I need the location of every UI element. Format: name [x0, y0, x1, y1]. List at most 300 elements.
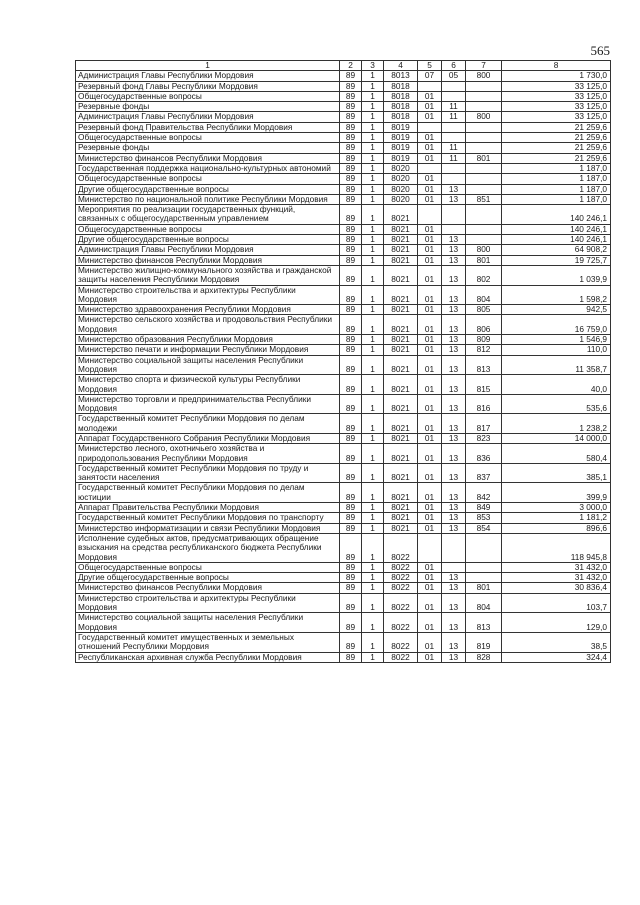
cell-col6: 13 — [442, 573, 466, 583]
column-header: 3 — [362, 61, 384, 71]
cell-col6 — [442, 205, 466, 225]
cell-col5: 01 — [418, 394, 442, 414]
cell-col2: 89 — [340, 122, 362, 132]
cell-col5: 01 — [418, 174, 442, 184]
cell-col5 — [418, 163, 442, 173]
cell-col5: 01 — [418, 153, 442, 163]
cell-col6: 11 — [442, 112, 466, 122]
table-row — [76, 153, 611, 163]
table-row — [76, 255, 611, 265]
cell-col7: 801 — [466, 153, 502, 163]
column-header: 1 — [76, 61, 340, 71]
cell-col4: 8019 — [384, 133, 418, 143]
cell-col6: 13 — [442, 194, 466, 204]
column-header: 5 — [418, 61, 442, 71]
cell-col3: 1 — [362, 224, 384, 234]
cell-col5: 01 — [418, 632, 442, 652]
cell-col4: 8021 — [384, 205, 418, 225]
amount-cell: 31 432,0 — [502, 573, 611, 583]
cell-col7: 806 — [466, 315, 502, 335]
cell-col7: 816 — [466, 394, 502, 414]
row-name: Государственный комитет Республики Мордовия по делам юстиции — [76, 483, 340, 503]
cell-col6: 13 — [442, 335, 466, 345]
row-name: Министерство социальной защиты населения Республики Мордовия — [76, 355, 340, 375]
cell-col6: 13 — [442, 375, 466, 395]
cell-col4: 8021 — [384, 345, 418, 355]
cell-col3: 1 — [362, 335, 384, 345]
cell-col5: 01 — [418, 315, 442, 335]
amount-cell: 1 039,9 — [502, 265, 611, 285]
row-name: Резервные фонды — [76, 143, 340, 153]
cell-col2: 89 — [340, 394, 362, 414]
cell-col2: 89 — [340, 632, 362, 652]
cell-col6: 13 — [442, 593, 466, 613]
table-row — [76, 224, 611, 234]
cell-col3: 1 — [362, 184, 384, 194]
amount-cell: 1 187,0 — [502, 194, 611, 204]
table-row — [76, 315, 611, 335]
cell-col5: 01 — [418, 433, 442, 443]
cell-col7: 801 — [466, 255, 502, 265]
cell-col6: 13 — [442, 315, 466, 335]
cell-col3: 1 — [362, 573, 384, 583]
amount-cell: 11 358,7 — [502, 355, 611, 375]
table-row — [76, 573, 611, 583]
cell-col5: 01 — [418, 523, 442, 533]
amount-cell: 1 238,2 — [502, 414, 611, 434]
cell-col2: 89 — [340, 81, 362, 91]
cell-col7: 800 — [466, 245, 502, 255]
cell-col6 — [442, 533, 466, 562]
amount-cell: 33 125,0 — [502, 91, 611, 101]
row-name: Другие общегосударственные вопросы — [76, 184, 340, 194]
amount-cell: 385,1 — [502, 463, 611, 483]
cell-col7: 817 — [466, 414, 502, 434]
cell-col5 — [418, 533, 442, 562]
cell-col3: 1 — [362, 632, 384, 652]
cell-col6 — [442, 91, 466, 101]
row-name: Министерство жилищно-коммунального хозяйства и гражданской защиты населения Республики Мордовия — [76, 265, 340, 285]
cell-col6: 13 — [442, 463, 466, 483]
row-name: Министерство строительства и архитектуры Республики Мордовия — [76, 593, 340, 613]
cell-col6: 13 — [442, 245, 466, 255]
cell-col5: 01 — [418, 414, 442, 434]
cell-col2: 89 — [340, 613, 362, 633]
table-body — [76, 71, 611, 663]
table-row — [76, 143, 611, 153]
cell-col2: 89 — [340, 163, 362, 173]
cell-col5: 01 — [418, 375, 442, 395]
cell-col7 — [466, 133, 502, 143]
cell-col7 — [466, 122, 502, 132]
amount-cell: 33 125,0 — [502, 112, 611, 122]
cell-col4: 8021 — [384, 523, 418, 533]
cell-col2: 89 — [340, 573, 362, 583]
cell-col2: 89 — [340, 71, 362, 81]
cell-col6: 13 — [442, 355, 466, 375]
row-name: Республиканская архивная служба Республики Мордовия — [76, 652, 340, 662]
amount-cell: 40,0 — [502, 375, 611, 395]
cell-col5: 01 — [418, 562, 442, 572]
table-row — [76, 394, 611, 414]
amount-cell: 1 187,0 — [502, 174, 611, 184]
cell-col2: 89 — [340, 414, 362, 434]
cell-col3: 1 — [362, 433, 384, 443]
amount-cell: 1 181,2 — [502, 513, 611, 523]
cell-col4: 8021 — [384, 235, 418, 245]
cell-col2: 89 — [340, 433, 362, 443]
table-row — [76, 81, 611, 91]
cell-col5: 01 — [418, 91, 442, 101]
cell-col5: 01 — [418, 613, 442, 633]
cell-col5: 01 — [418, 305, 442, 315]
cell-col2: 89 — [340, 285, 362, 305]
table-row — [76, 632, 611, 652]
cell-col4: 8020 — [384, 174, 418, 184]
amount-cell: 399,9 — [502, 483, 611, 503]
cell-col4: 8022 — [384, 533, 418, 562]
cell-col7: 815 — [466, 375, 502, 395]
cell-col3: 1 — [362, 245, 384, 255]
budget-table — [75, 60, 611, 663]
row-name: Общегосударственные вопросы — [76, 91, 340, 101]
cell-col2: 89 — [340, 463, 362, 483]
cell-col5: 01 — [418, 184, 442, 194]
table-row — [76, 463, 611, 483]
cell-col2: 89 — [340, 483, 362, 503]
cell-col4: 8019 — [384, 153, 418, 163]
cell-col3: 1 — [362, 355, 384, 375]
row-name: Исполнение судебных актов, предусматривающих обращение взыскания на средства республиканского бюджета Республики Мордовия — [76, 533, 340, 562]
cell-col7 — [466, 174, 502, 184]
cell-col6: 13 — [442, 523, 466, 533]
cell-col4: 8021 — [384, 315, 418, 335]
cell-col2: 89 — [340, 153, 362, 163]
cell-col3: 1 — [362, 285, 384, 305]
table-row — [76, 174, 611, 184]
cell-col5: 01 — [418, 652, 442, 662]
cell-col7: 813 — [466, 613, 502, 633]
table-row — [76, 593, 611, 613]
table-row — [76, 533, 611, 562]
cell-col2: 89 — [340, 583, 362, 593]
row-name: Администрация Главы Республики Мордовия — [76, 112, 340, 122]
cell-col6: 13 — [442, 433, 466, 443]
amount-cell: 535,6 — [502, 394, 611, 414]
table-row — [76, 345, 611, 355]
amount-cell: 21 259,6 — [502, 143, 611, 153]
row-name: Резервные фонды — [76, 102, 340, 112]
cell-col7: 823 — [466, 433, 502, 443]
cell-col3: 1 — [362, 102, 384, 112]
cell-col5: 01 — [418, 345, 442, 355]
cell-col6 — [442, 122, 466, 132]
cell-col3: 1 — [362, 174, 384, 184]
row-name: Министерство образования Республики Мордовия — [76, 335, 340, 345]
row-name: Общегосударственные вопросы — [76, 224, 340, 234]
cell-col2: 89 — [340, 444, 362, 464]
amount-cell: 21 259,6 — [502, 133, 611, 143]
cell-col6: 13 — [442, 235, 466, 245]
cell-col6: 13 — [442, 583, 466, 593]
cell-col6: 13 — [442, 184, 466, 194]
cell-col4: 8021 — [384, 483, 418, 503]
cell-col3: 1 — [362, 583, 384, 593]
cell-col3: 1 — [362, 143, 384, 153]
amount-cell: 324,4 — [502, 652, 611, 662]
cell-col2: 89 — [340, 335, 362, 345]
cell-col3: 1 — [362, 375, 384, 395]
row-name: Министерство финансов Республики Мордовия — [76, 153, 340, 163]
cell-col7: 842 — [466, 483, 502, 503]
cell-col3: 1 — [362, 71, 384, 81]
row-name: Министерство сельского хозяйства и продовольствия Республики Мордовия — [76, 315, 340, 335]
cell-col6: 13 — [442, 394, 466, 414]
cell-col3: 1 — [362, 81, 384, 91]
cell-col6: 13 — [442, 285, 466, 305]
row-name: Государственная поддержка национально-культурных автономий — [76, 163, 340, 173]
row-name: Государственный комитет имущественных и земельных отношений Республики Мордовия — [76, 632, 340, 652]
cell-col2: 89 — [340, 503, 362, 513]
table-row — [76, 285, 611, 305]
column-header: 6 — [442, 61, 466, 71]
cell-col7: 849 — [466, 503, 502, 513]
cell-col3: 1 — [362, 122, 384, 132]
cell-col4: 8021 — [384, 444, 418, 464]
cell-col2: 89 — [340, 143, 362, 153]
amount-cell: 38,5 — [502, 632, 611, 652]
row-name: Администрация Главы Республики Мордовия — [76, 245, 340, 255]
cell-col4: 8018 — [384, 112, 418, 122]
amount-cell: 140 246,1 — [502, 235, 611, 245]
amount-cell: 140 246,1 — [502, 205, 611, 225]
cell-col2: 89 — [340, 184, 362, 194]
cell-col7: 800 — [466, 112, 502, 122]
cell-col5 — [418, 205, 442, 225]
row-name: Мероприятия по реализации государственных функций, связанных с общегосударственным управлением — [76, 205, 340, 225]
cell-col7 — [466, 562, 502, 572]
cell-col7: 828 — [466, 652, 502, 662]
table-row — [76, 245, 611, 255]
cell-col7 — [466, 235, 502, 245]
cell-col5: 01 — [418, 593, 442, 613]
table-row — [76, 265, 611, 285]
amount-cell: 33 125,0 — [502, 102, 611, 112]
cell-col7 — [466, 91, 502, 101]
cell-col7 — [466, 102, 502, 112]
cell-col6: 13 — [442, 414, 466, 434]
amount-cell: 21 259,6 — [502, 153, 611, 163]
page-number: 565 — [590, 43, 610, 58]
cell-col3: 1 — [362, 652, 384, 662]
amount-cell: 19 725,7 — [502, 255, 611, 265]
cell-col7: 853 — [466, 513, 502, 523]
cell-col7 — [466, 143, 502, 153]
table-row — [76, 163, 611, 173]
cell-col2: 89 — [340, 305, 362, 315]
cell-col4: 8022 — [384, 652, 418, 662]
cell-col3: 1 — [362, 345, 384, 355]
cell-col3: 1 — [362, 112, 384, 122]
amount-cell: 64 908,2 — [502, 245, 611, 255]
table-row — [76, 483, 611, 503]
cell-col7: 804 — [466, 285, 502, 305]
cell-col4: 8019 — [384, 122, 418, 132]
amount-cell: 896,6 — [502, 523, 611, 533]
cell-col6 — [442, 562, 466, 572]
cell-col7: 812 — [466, 345, 502, 355]
row-name: Другие общегосударственные вопросы — [76, 573, 340, 583]
table-row — [76, 433, 611, 443]
table-row — [76, 102, 611, 112]
cell-col5 — [418, 81, 442, 91]
cell-col7 — [466, 573, 502, 583]
cell-col7: 854 — [466, 523, 502, 533]
amount-cell: 1 187,0 — [502, 184, 611, 194]
table-row — [76, 335, 611, 345]
cell-col6 — [442, 81, 466, 91]
amount-cell: 16 759,0 — [502, 315, 611, 335]
cell-col4: 8021 — [384, 224, 418, 234]
cell-col5: 01 — [418, 483, 442, 503]
cell-col7 — [466, 163, 502, 173]
cell-col5: 01 — [418, 245, 442, 255]
cell-col3: 1 — [362, 562, 384, 572]
cell-col6: 13 — [442, 613, 466, 633]
column-header: 8 — [502, 61, 611, 71]
cell-col4: 8018 — [384, 81, 418, 91]
amount-cell: 140 246,1 — [502, 224, 611, 234]
table-row — [76, 112, 611, 122]
cell-col7: 837 — [466, 463, 502, 483]
cell-col5: 01 — [418, 355, 442, 375]
cell-col4: 8021 — [384, 503, 418, 513]
table-row — [76, 91, 611, 101]
cell-col6 — [442, 174, 466, 184]
cell-col6 — [442, 163, 466, 173]
cell-col2: 89 — [340, 593, 362, 613]
cell-col6: 13 — [442, 632, 466, 652]
cell-col2: 89 — [340, 112, 362, 122]
table-row — [76, 205, 611, 225]
amount-cell: 1 187,0 — [502, 163, 611, 173]
row-name: Общегосударственные вопросы — [76, 133, 340, 143]
cell-col3: 1 — [362, 265, 384, 285]
cell-col2: 89 — [340, 245, 362, 255]
cell-col4: 8022 — [384, 573, 418, 583]
cell-col2: 89 — [340, 255, 362, 265]
cell-col3: 1 — [362, 414, 384, 434]
cell-col3: 1 — [362, 235, 384, 245]
row-name: Министерство по национальной политике Республики Мордовия — [76, 194, 340, 204]
table-row — [76, 305, 611, 315]
table-row — [76, 184, 611, 194]
table-row — [76, 355, 611, 375]
cell-col2: 89 — [340, 133, 362, 143]
cell-col2: 89 — [340, 265, 362, 285]
amount-cell: 942,5 — [502, 305, 611, 315]
cell-col2: 89 — [340, 652, 362, 662]
cell-col6: 13 — [442, 345, 466, 355]
row-name: Министерство социальной защиты населения Республики Мордовия — [76, 613, 340, 633]
amount-cell: 21 259,6 — [502, 122, 611, 132]
cell-col5: 01 — [418, 503, 442, 513]
cell-col3: 1 — [362, 593, 384, 613]
cell-col2: 89 — [340, 355, 362, 375]
cell-col6: 13 — [442, 503, 466, 513]
row-name: Министерство печати и информации Республики Мордовия — [76, 345, 340, 355]
cell-col3: 1 — [362, 163, 384, 173]
cell-col6: 13 — [442, 265, 466, 285]
cell-col6: 05 — [442, 71, 466, 81]
cell-col4: 8021 — [384, 433, 418, 443]
cell-col3: 1 — [362, 91, 384, 101]
amount-cell: 31 432,0 — [502, 562, 611, 572]
row-name: Резервный фонд Главы Республики Мордовия — [76, 81, 340, 91]
cell-col7 — [466, 205, 502, 225]
cell-col4: 8020 — [384, 184, 418, 194]
cell-col4: 8021 — [384, 375, 418, 395]
row-name: Министерство финансов Республики Мордовия — [76, 255, 340, 265]
cell-col7: 801 — [466, 583, 502, 593]
cell-col3: 1 — [362, 503, 384, 513]
cell-col2: 89 — [340, 194, 362, 204]
column-header: 7 — [466, 61, 502, 71]
cell-col2: 89 — [340, 533, 362, 562]
cell-col2: 89 — [340, 375, 362, 395]
cell-col4: 8022 — [384, 632, 418, 652]
cell-col6: 11 — [442, 153, 466, 163]
cell-col5: 01 — [418, 255, 442, 265]
cell-col2: 89 — [340, 91, 362, 101]
row-name: Министерство спорта и физической культуры Республики Мордовия — [76, 375, 340, 395]
table-row — [76, 523, 611, 533]
cell-col5: 01 — [418, 194, 442, 204]
table-row — [76, 133, 611, 143]
cell-col3: 1 — [362, 194, 384, 204]
amount-cell: 129,0 — [502, 613, 611, 633]
cell-col4: 8021 — [384, 394, 418, 414]
amount-cell: 110,0 — [502, 345, 611, 355]
cell-col5: 01 — [418, 265, 442, 285]
cell-col6 — [442, 133, 466, 143]
cell-col3: 1 — [362, 315, 384, 335]
cell-col7 — [466, 81, 502, 91]
cell-col5: 01 — [418, 143, 442, 153]
cell-col5: 01 — [418, 102, 442, 112]
cell-col2: 89 — [340, 345, 362, 355]
cell-col4: 8021 — [384, 305, 418, 315]
cell-col4: 8021 — [384, 265, 418, 285]
cell-col2: 89 — [340, 102, 362, 112]
cell-col4: 8021 — [384, 245, 418, 255]
amount-cell: 580,4 — [502, 444, 611, 464]
cell-col4: 8022 — [384, 593, 418, 613]
cell-col7: 804 — [466, 593, 502, 613]
row-name: Министерство информатизации и связи Республики Мордовия — [76, 523, 340, 533]
cell-col6: 13 — [442, 652, 466, 662]
amount-cell: 30 836,4 — [502, 583, 611, 593]
amount-cell: 14 000,0 — [502, 433, 611, 443]
row-name: Государственный комитет Республики Мордовия по труду и занятости населения — [76, 463, 340, 483]
row-name: Общегосударственные вопросы — [76, 562, 340, 572]
table-row — [76, 444, 611, 464]
cell-col6: 13 — [442, 255, 466, 265]
cell-col4: 8022 — [384, 562, 418, 572]
cell-col4: 8018 — [384, 102, 418, 112]
cell-col7: 809 — [466, 335, 502, 345]
amount-cell: 3 000,0 — [502, 503, 611, 513]
